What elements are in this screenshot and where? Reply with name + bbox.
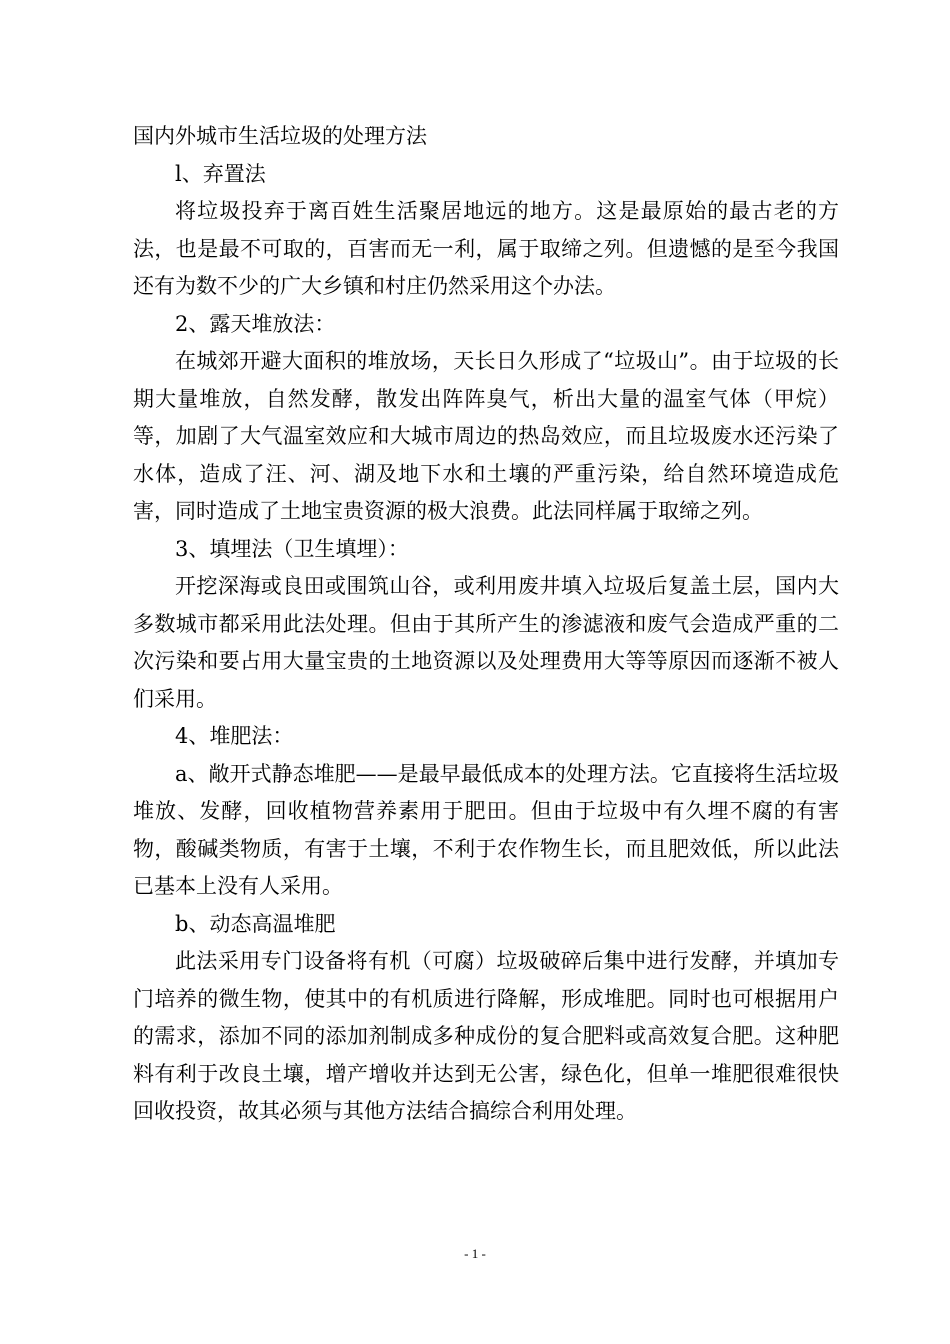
section-body-open-dump: 在城郊开避大面积的堆放场，天长日久形成了“垃圾山”。由于垃圾的长期大量堆放，自然发酵，散发出阵阵臭气，析出大量的温室气体（甲烷）等，加剧了大气温室效应和大城市周边的热岛效应，而且垃圾废水还污染了水体，造成了汪、河、湖及地下水和土壤的严重污染，给自然环境造成危害，同时造成了土地宝贵资源的极大浪费。此法同样属于取缔之列。 <box>133 349 839 523</box>
page-number: - 1 - <box>464 1246 486 1261</box>
section-body-abandon: 将垃圾投弃于离百姓生活聚居地远的地方。这是最原始的最古老的方法，也是最不可取的，百害而无一利，属于取缔之列。但遗憾的是至今我国还有为数不少的广大乡镇和村庄仍然采用这个办法。 <box>133 199 839 298</box>
section-body-landfill: 开挖深海或良田或围筑山谷，或利用废井填入垃圾后复盖土层，国内大多数城市都采用此法处理。但由于其所产生的渗滤液和废气会造成严重的二次污染和要占用大量宝贵的土地资源以及处理费用大等等原因而逐渐不被人们采用。 <box>133 574 839 711</box>
document-body <box>133 118 839 1131</box>
section-heading-landfill: 3、填埋法（卫生填埋）： <box>175 536 409 561</box>
section-body-static-compost: a、敞开式静态堆肥——是最早最低成本的处理方法。它直接将生活垃圾堆放、发酵，回收植物营养素用于肥田。但由于垃圾中有久埋不腐的有害物，酸碱类物质，有害于土壤，不利于农作物生长，而且肥效低，所以此法已基本上没有人采用。 <box>133 761 839 898</box>
section-heading-dynamic-compost: b、动态高温堆肥 <box>175 911 336 936</box>
section-heading-abandon: l、弃置法 <box>175 161 266 186</box>
section-heading-compost: 4、堆肥法： <box>175 724 294 748</box>
document-title: 国内外城市生活垃圾的处理方法 <box>133 124 427 148</box>
section-heading-open-dump: 2、露天堆放法： <box>175 311 336 336</box>
section-body-dynamic-compost: 此法采用专门设备将有机（可腐）垃圾破碎后集中进行发酵，并填加专门培养的微生物，使其中的有机质进行降解，形成堆肥。同时也可根据用户的需求，添加不同的添加剂制成多种成份的复合肥料或高效复合肥。这种肥料有利于改良土壤，增产增收并达到无公害，绿色化，但单一堆肥很难很快回收投资，故其必须与其他方法结合搞综合利用处理。 <box>133 949 839 1123</box>
